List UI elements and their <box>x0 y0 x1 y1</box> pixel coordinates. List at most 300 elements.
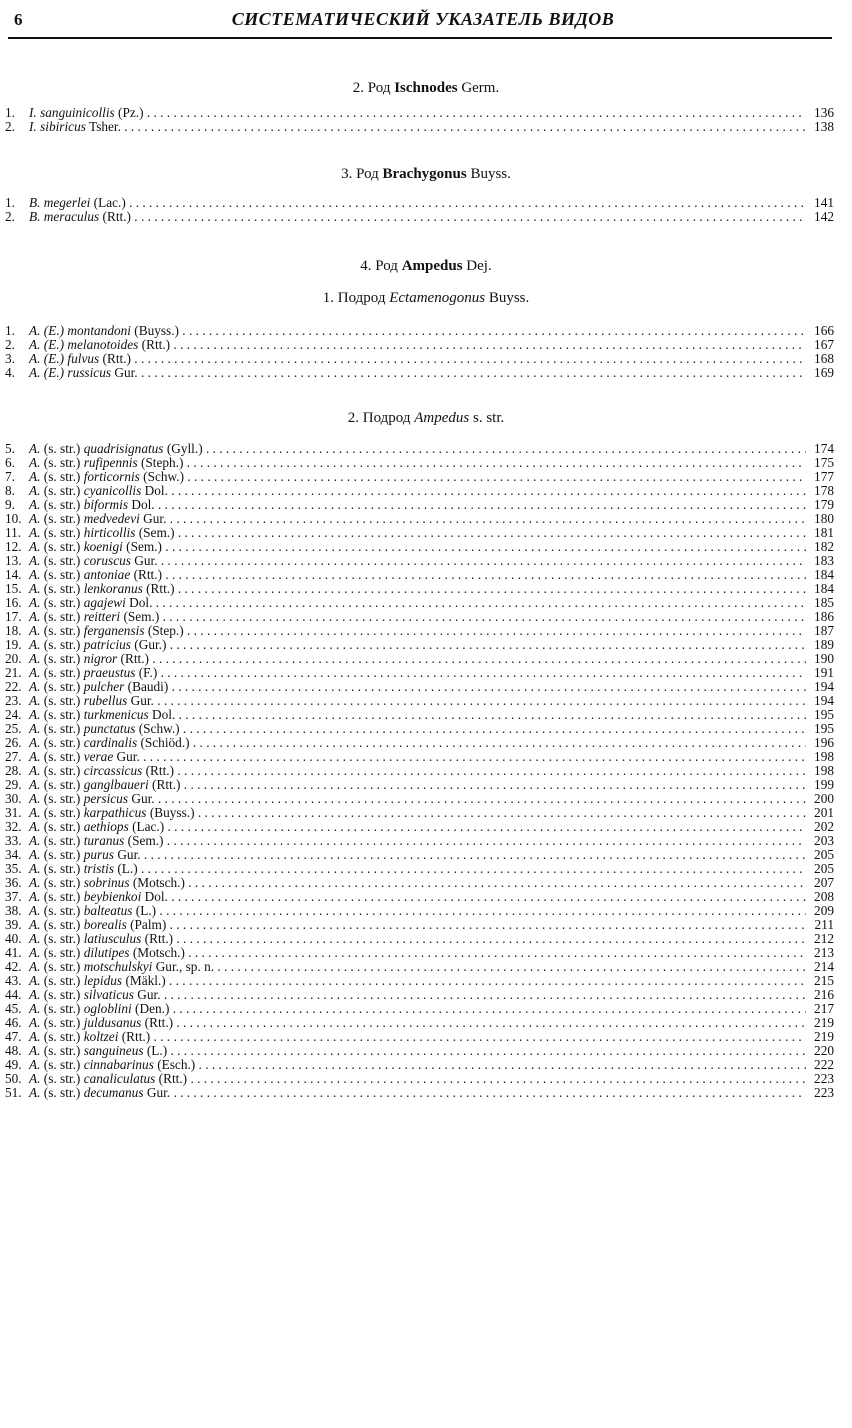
entry-text <box>5 526 806 540</box>
genus-abbr: A. <box>29 610 41 624</box>
entry-number: 33. <box>5 834 22 848</box>
page-ref: 202 <box>814 819 834 834</box>
index-entry <box>0 568 852 582</box>
subgenus: (E.) <box>43 338 65 352</box>
entry-text <box>5 210 806 224</box>
subgenus: (s. str.) <box>43 974 81 988</box>
species-name: hirticollis <box>83 526 136 540</box>
page-ref: 214 <box>814 959 834 974</box>
genus-section-ampedus <box>0 256 852 1100</box>
genus-abbr: A. <box>29 708 41 722</box>
species-author: Gur., sp. n. <box>155 960 215 974</box>
index-entry <box>0 876 852 890</box>
section-title-prefix: 3. Род <box>341 166 379 182</box>
species-author: (Rtt.) <box>141 338 171 352</box>
entry-number: 10. <box>5 512 22 526</box>
page-ref: 209 <box>814 903 834 918</box>
subgenus: (s. str.) <box>43 526 81 540</box>
genus-abbr: I. <box>29 120 37 134</box>
subgenus: (s. str.) <box>43 764 81 778</box>
species-name: turanus <box>83 834 125 848</box>
subgenus: (s. str.) <box>43 722 81 736</box>
species-author: Gur. <box>146 1086 171 1100</box>
species-name: sibiricus <box>40 120 86 134</box>
entry-number: 49. <box>5 1058 22 1072</box>
entry-text <box>5 484 806 498</box>
species-author: (Sem.) <box>126 540 162 554</box>
entry-number: 19. <box>5 638 22 652</box>
entry-number: 27. <box>5 750 22 764</box>
index-entry <box>0 652 852 666</box>
index-entry <box>0 764 852 778</box>
genus-abbr: A. <box>29 736 41 750</box>
entry-text <box>5 694 806 708</box>
page-ref: 178 <box>814 483 834 498</box>
entry-number: 23. <box>5 694 22 708</box>
page-ref: 169 <box>814 365 834 380</box>
page-ref: 136 <box>814 105 834 120</box>
page-ref: 217 <box>814 1001 834 1016</box>
species-name: russicus <box>67 366 112 380</box>
species-name: cardinalis <box>83 736 138 750</box>
species-name: montandoni <box>67 324 131 338</box>
species-author: Gur. <box>130 694 154 708</box>
species-name: biformis <box>83 498 129 512</box>
entry-text <box>5 1072 806 1086</box>
genus-abbr: A. <box>29 1002 41 1016</box>
entry-number: 18. <box>5 624 22 638</box>
species-name: canaliculatus <box>83 1072 156 1086</box>
subgenus: (s. str.) <box>43 1072 81 1086</box>
index-entry <box>0 1086 852 1100</box>
species-author: (Gyll.) <box>166 442 203 456</box>
subgenus: (s. str.) <box>43 932 81 946</box>
species-author: (Rtt.) <box>158 1072 188 1086</box>
species-name: nigror <box>83 652 118 666</box>
entry-text <box>5 904 806 918</box>
genus-abbr: A. <box>29 338 41 352</box>
entry-text <box>5 456 806 470</box>
page-ref: 222 <box>814 1057 834 1072</box>
entry-text <box>5 736 806 750</box>
genus-abbr: B. <box>29 210 41 224</box>
index-entry <box>0 904 852 918</box>
genus-section-ischnodes <box>0 78 852 134</box>
genus-abbr: I. <box>29 106 37 120</box>
entry-number: 36. <box>5 876 22 890</box>
subgenus: (s. str.) <box>43 736 81 750</box>
page-ref: 166 <box>814 323 834 338</box>
page-ref: 174 <box>814 441 834 456</box>
genus-abbr: A. <box>29 820 41 834</box>
species-author: Gur. <box>114 366 138 380</box>
index-entry <box>0 470 852 484</box>
index-entry <box>0 1002 852 1016</box>
species-author: Gur. <box>143 512 167 526</box>
species-author: (Sem.) <box>123 610 160 624</box>
page-header <box>14 6 832 34</box>
index-entry <box>0 498 852 512</box>
entry-text <box>5 876 806 890</box>
index-entry <box>0 1058 852 1072</box>
index-entry <box>0 196 852 210</box>
species-name: lepidus <box>83 974 123 988</box>
entry-number: 17. <box>5 610 22 624</box>
index-entry <box>0 722 852 736</box>
entry-text <box>5 196 806 210</box>
index-entry <box>0 834 852 848</box>
entry-number: 2. <box>5 120 15 134</box>
index-entry <box>0 848 852 862</box>
page-number: 6 <box>14 10 23 29</box>
genus-abbr: A. <box>29 946 41 960</box>
species-name: silvaticus <box>83 988 134 1002</box>
genus-abbr: A. <box>29 484 41 498</box>
page-ref: 199 <box>814 777 834 792</box>
entry-text <box>5 722 806 736</box>
entry-text <box>5 540 806 554</box>
entry-text <box>5 960 806 974</box>
page-ref: 219 <box>814 1029 834 1044</box>
species-author: Dol. <box>131 498 155 512</box>
subgenus: (s. str.) <box>43 554 81 568</box>
species-name: punctatus <box>83 722 136 736</box>
page-ref: 184 <box>814 567 834 582</box>
page-ref: 167 <box>814 337 834 352</box>
section-title <box>0 256 852 276</box>
species-author: (Motsch.) <box>132 946 185 960</box>
genus-abbr: A. <box>29 680 41 694</box>
subgenus: (s. str.) <box>43 1058 81 1072</box>
page-ref: 181 <box>814 525 834 540</box>
section-title-name: Ischnodes <box>394 80 458 96</box>
section-title-name: Ectamenogonus <box>389 290 486 306</box>
species-author: (Schiöd.) <box>140 736 190 750</box>
page-ref: 223 <box>814 1085 834 1100</box>
section-title-name: Ampedus <box>414 410 470 426</box>
species-author: (Palm) <box>130 918 167 932</box>
genus-abbr: A. <box>29 722 41 736</box>
entry-number: 35. <box>5 862 22 876</box>
genus-abbr: A. <box>29 890 41 904</box>
entry-text <box>5 106 806 120</box>
entry-number: 25. <box>5 722 22 736</box>
index-entry <box>0 694 852 708</box>
species-index <box>0 78 852 1100</box>
species-author: (Step.) <box>147 624 184 638</box>
species-name: reitteri <box>83 610 121 624</box>
page-ref: 211 <box>814 917 834 932</box>
entry-number: 43. <box>5 974 22 988</box>
subgenus: (s. str.) <box>43 946 81 960</box>
entry-text <box>5 498 806 512</box>
species-name: fulvus <box>67 352 100 366</box>
entry-number: 47. <box>5 1030 22 1044</box>
species-name: rubellus <box>83 694 128 708</box>
subgenus: (E.) <box>43 352 65 366</box>
genus-section-brachygonus <box>0 164 852 224</box>
entry-text <box>5 890 806 904</box>
entry-text <box>5 512 806 526</box>
entry-number: 2. <box>5 210 15 224</box>
section-title-name: Ampedus <box>401 258 463 274</box>
species-author: Dol. <box>129 596 153 610</box>
subgenus: (s. str.) <box>43 582 81 596</box>
subgenus: (s. str.) <box>43 848 81 862</box>
subgenus: (s. str.) <box>43 708 81 722</box>
entry-text <box>5 750 806 764</box>
genus-abbr: A. <box>29 568 41 582</box>
page-ref: 179 <box>814 497 834 512</box>
entry-text <box>5 820 806 834</box>
section-title-author: Germ. <box>461 80 500 96</box>
species-name: decumanus <box>83 1086 144 1100</box>
entry-number: 46. <box>5 1016 22 1030</box>
genus-abbr: A. <box>29 638 41 652</box>
species-author: (Den.) <box>135 1002 170 1016</box>
page-ref: 186 <box>814 609 834 624</box>
species-author: (Rtt.) <box>152 778 181 792</box>
entry-text <box>5 120 806 134</box>
species-author: (Gur.) <box>134 638 167 652</box>
page-ref: 205 <box>814 847 834 862</box>
genus-abbr: A. <box>29 596 41 610</box>
species-author: (Schw.) <box>138 722 180 736</box>
species-name: dilutipes <box>83 946 130 960</box>
genus-abbr: A. <box>29 1086 41 1100</box>
subgenus: (s. str.) <box>43 540 81 554</box>
page-ref: 142 <box>814 209 834 224</box>
species-author: (Rtt.) <box>102 352 131 366</box>
genus-abbr: A. <box>29 694 41 708</box>
genus-abbr: A. <box>29 806 41 820</box>
index-entry <box>0 512 852 526</box>
index-entry <box>0 526 852 540</box>
species-name: patricius <box>83 638 131 652</box>
index-entry <box>0 1044 852 1058</box>
page-ref: 203 <box>814 833 834 848</box>
entry-number: 4. <box>5 366 15 380</box>
entry-number: 28. <box>5 764 22 778</box>
section-title-author: s. str. <box>472 410 505 426</box>
entry-number: 29. <box>5 778 22 792</box>
entry-text <box>5 1030 806 1044</box>
subgenus: (s. str.) <box>43 596 81 610</box>
index-entry <box>0 338 852 352</box>
section-title-author: Dej. <box>466 258 492 274</box>
genus-abbr: A. <box>29 554 41 568</box>
subgenus: (s. str.) <box>43 904 81 918</box>
genus-abbr: A. <box>29 352 41 366</box>
subgenus: (s. str.) <box>43 638 81 652</box>
species-author: Gur. <box>116 750 140 764</box>
entry-text <box>5 470 806 484</box>
page-ref: 141 <box>814 195 834 210</box>
genus-abbr: A. <box>29 1030 41 1044</box>
index-entry <box>0 456 852 470</box>
species-name: karpathicus <box>83 806 147 820</box>
page-ref: 207 <box>814 875 834 890</box>
subgenus: (E.) <box>43 366 65 380</box>
entry-number: 9. <box>5 498 15 512</box>
species-author: (Rtt.) <box>145 764 175 778</box>
section-title-prefix: 2. Подрод <box>347 410 411 426</box>
page-ref: 191 <box>814 665 834 680</box>
entry-text <box>5 1058 806 1072</box>
genus-abbr: B. <box>29 196 41 210</box>
index-entry <box>0 120 852 134</box>
species-author: (Steph.) <box>140 456 184 470</box>
species-author: (Motsch.) <box>132 876 185 890</box>
page-ref: 195 <box>814 707 834 722</box>
entry-text <box>5 848 806 862</box>
subgenus: (s. str.) <box>43 820 81 834</box>
genus-abbr: A. <box>29 764 41 778</box>
page-ref: 184 <box>814 581 834 596</box>
index-entry <box>0 680 852 694</box>
index-entry <box>0 324 852 338</box>
page-ref: 208 <box>814 889 834 904</box>
entry-number: 50. <box>5 1072 22 1086</box>
species-author: (Baudi) <box>127 680 169 694</box>
page-ref: 183 <box>814 553 834 568</box>
entry-text <box>5 1044 806 1058</box>
genus-abbr: A. <box>29 834 41 848</box>
species-author: (Sem.) <box>127 834 164 848</box>
species-author: (Pz.) <box>118 106 144 120</box>
section-title <box>0 408 852 428</box>
entry-text <box>5 862 806 876</box>
page-ref: 219 <box>814 1015 834 1030</box>
page-ref: 185 <box>814 595 834 610</box>
entry-number: 20. <box>5 652 22 666</box>
index-entry <box>0 582 852 596</box>
entry-number: 22. <box>5 680 22 694</box>
page-ref: 198 <box>814 749 834 764</box>
genus-abbr: A. <box>29 988 41 1002</box>
species-name: koltzei <box>83 1030 119 1044</box>
genus-abbr: A. <box>29 512 41 526</box>
entry-number: 32. <box>5 820 22 834</box>
species-name: cinnabarinus <box>83 1058 154 1072</box>
species-name: purus <box>83 848 114 862</box>
genus-abbr: A. <box>29 1072 41 1086</box>
species-name: juldusanus <box>83 1016 142 1030</box>
entry-text <box>5 764 806 778</box>
entry-text <box>5 806 806 820</box>
page-ref: 175 <box>814 455 834 470</box>
page-ref: 205 <box>814 861 834 876</box>
entry-text <box>5 366 806 380</box>
entry-text <box>5 792 806 806</box>
species-author: (Mäkl.) <box>125 974 166 988</box>
species-name: sanguineus <box>83 1044 144 1058</box>
species-name: koenigi <box>83 540 123 554</box>
index-entry <box>0 484 852 498</box>
species-name: circassicus <box>83 764 143 778</box>
species-author: (Rtt.) <box>144 932 174 946</box>
index-entry <box>0 974 852 988</box>
genus-abbr: A. <box>29 526 41 540</box>
genus-abbr: A. <box>29 498 41 512</box>
genus-abbr: A. <box>29 904 41 918</box>
genus-abbr: A. <box>29 540 41 554</box>
entry-number: 34. <box>5 848 22 862</box>
index-entry <box>0 960 852 974</box>
page-ref: 189 <box>814 637 834 652</box>
species-author: (Rtt.) <box>121 1030 151 1044</box>
index-entry <box>0 778 852 792</box>
subgenus: (s. str.) <box>43 988 81 1002</box>
page-ref: 190 <box>814 651 834 666</box>
entry-number: 40. <box>5 932 22 946</box>
subgenus: (s. str.) <box>43 1016 81 1030</box>
subgenus: (s. str.) <box>43 1044 81 1058</box>
section-title-author: Buyss. <box>488 290 530 306</box>
index-entry <box>0 596 852 610</box>
index-entry <box>0 862 852 876</box>
entry-text <box>5 778 806 792</box>
species-name: sobrinus <box>83 876 130 890</box>
entry-number: 38. <box>5 904 22 918</box>
subgenus: (s. str.) <box>43 750 81 764</box>
index-entry <box>0 1016 852 1030</box>
subgenus: (s. str.) <box>43 498 81 512</box>
subgenus: (s. str.) <box>43 666 81 680</box>
species-author: Dol. <box>144 890 168 904</box>
subgenus: (s. str.) <box>43 456 81 470</box>
index-entry <box>0 366 852 380</box>
genus-abbr: A. <box>29 792 41 806</box>
species-name: megerlei <box>43 196 91 210</box>
genus-abbr: A. <box>29 324 41 338</box>
entry-number: 24. <box>5 708 22 722</box>
page-ref: 201 <box>814 805 834 820</box>
running-title: СИСТЕМАТИЧЕСКИЙ УКАЗАТЕЛЬ ВИДОВ <box>231 9 615 29</box>
entry-number: 31. <box>5 806 22 820</box>
entry-number: 39. <box>5 918 22 932</box>
genus-abbr: A. <box>29 848 41 862</box>
entry-number: 8. <box>5 484 15 498</box>
species-author: (Rtt.) <box>144 1016 174 1030</box>
page-ref: 194 <box>814 679 834 694</box>
subgenus: (s. str.) <box>43 876 81 890</box>
species-author: Gur. <box>134 554 158 568</box>
species-author: (Sem.) <box>138 526 175 540</box>
genus-abbr: A. <box>29 778 41 792</box>
page-ref: 212 <box>814 931 834 946</box>
index-entry <box>0 750 852 764</box>
entry-number: 45. <box>5 1002 22 1016</box>
species-author: (L.) <box>135 904 157 918</box>
entry-text <box>5 918 806 932</box>
species-name: quadrisignatus <box>83 442 164 456</box>
page-ref: 194 <box>814 693 834 708</box>
index-entry <box>0 918 852 932</box>
page-ref: 213 <box>814 945 834 960</box>
subgenus: (s. str.) <box>43 442 81 456</box>
genus-abbr: A. <box>29 932 41 946</box>
index-entry <box>0 946 852 960</box>
entry-text <box>5 1086 806 1100</box>
species-name: aethiops <box>83 820 129 834</box>
genus-abbr: A. <box>29 456 41 470</box>
entry-text <box>5 554 806 568</box>
species-name: agajewi <box>83 596 126 610</box>
species-author: (Rtt.) <box>146 582 175 596</box>
section-title-name: Brachygonus <box>382 166 467 182</box>
page-ref: 168 <box>814 351 834 366</box>
